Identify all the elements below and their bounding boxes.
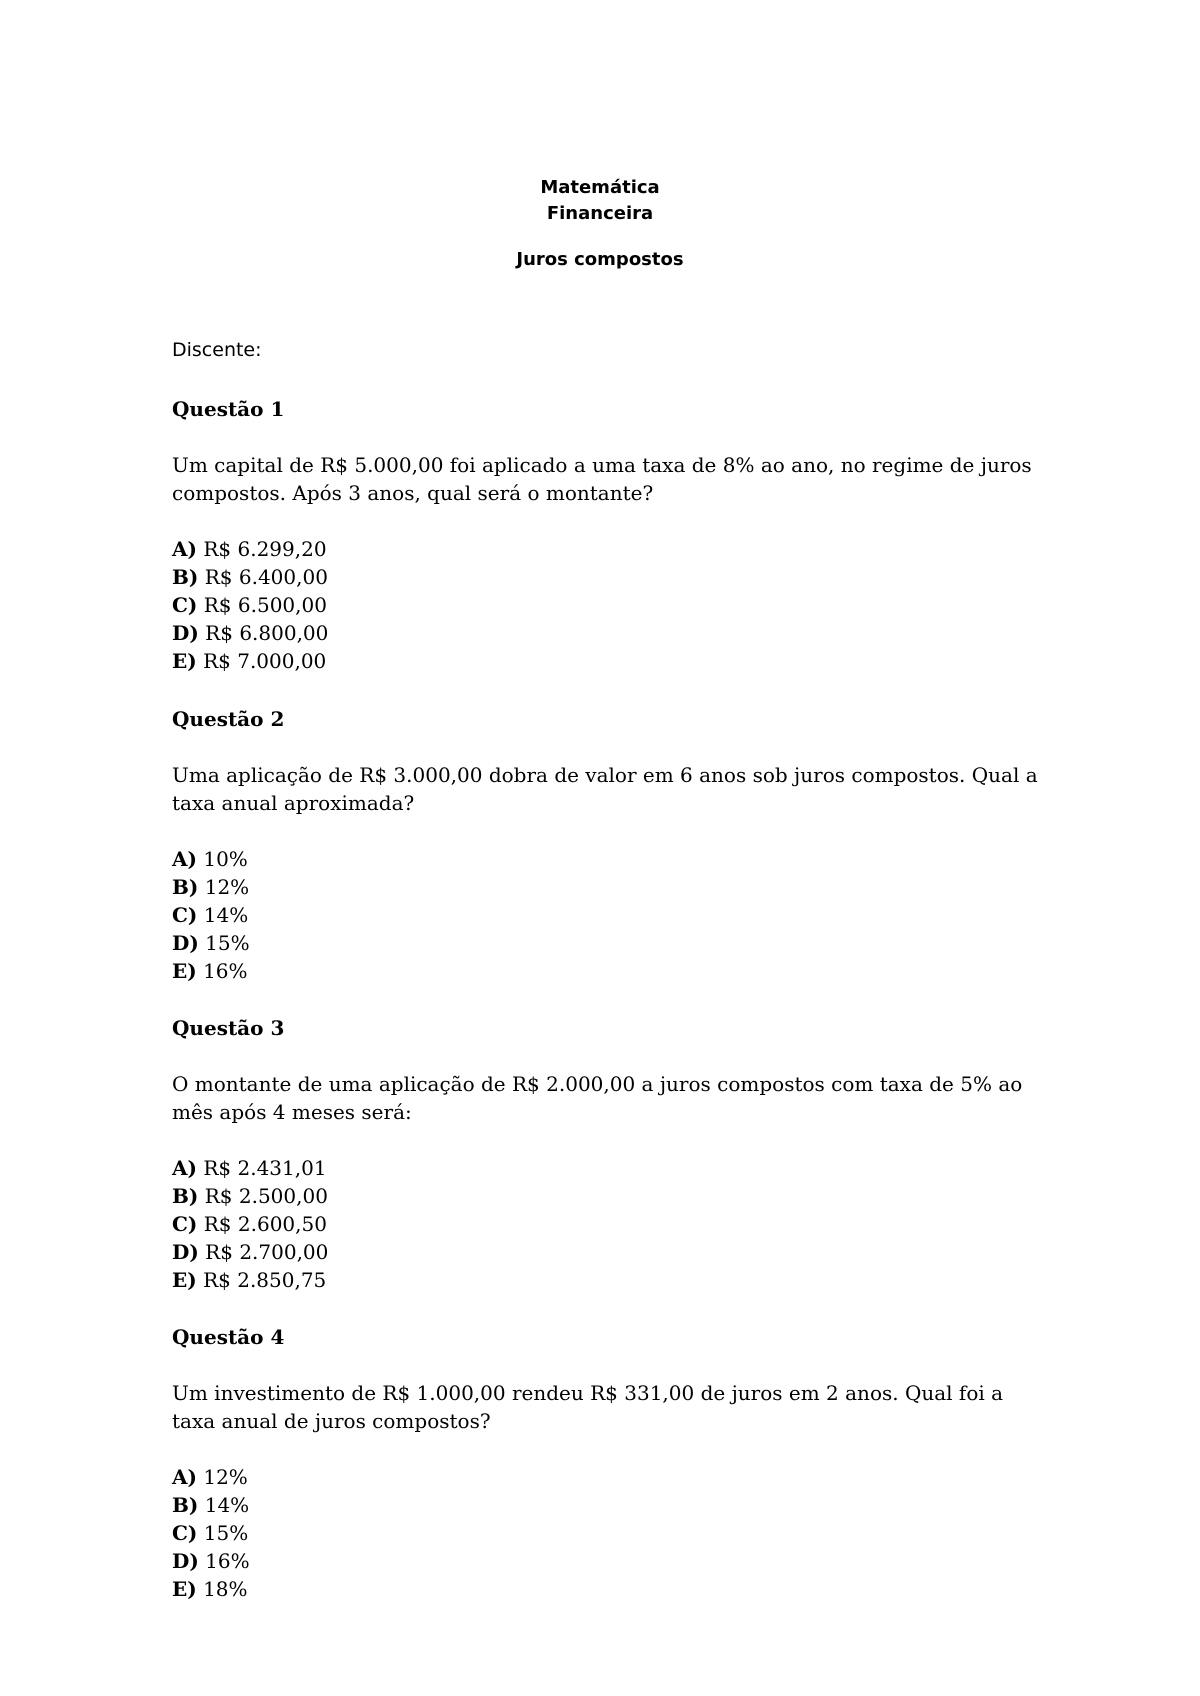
answer-option-a <box>172 535 1052 563</box>
question-3 <box>172 1014 1052 1294</box>
option-value: 14% <box>203 903 249 927</box>
option-letter: D) <box>172 931 199 955</box>
option-letter: A) <box>172 847 197 871</box>
answer-option-a <box>172 845 1052 873</box>
question-1 <box>172 395 1052 675</box>
option-letter: C) <box>172 593 198 617</box>
question-text: O montante de uma aplicação de R$ 2.000,00 a juros compostos com taxa de 5% ao mês após 4 meses será: <box>172 1072 1023 1124</box>
option-letter: C) <box>172 1212 198 1236</box>
question-title: Questão 1 <box>172 397 285 421</box>
answer-option-b <box>172 873 1052 901</box>
answer-options <box>172 535 1052 675</box>
answer-option-b <box>172 1491 1052 1519</box>
option-value: 16% <box>205 1549 250 1573</box>
option-letter: E) <box>172 649 197 673</box>
answer-options <box>172 1154 1052 1294</box>
answer-option-d <box>172 1238 1052 1266</box>
option-letter: C) <box>172 1521 198 1545</box>
option-letter: A) <box>172 537 197 561</box>
discente-label: Discente: <box>172 339 262 361</box>
question-text: Uma aplicação de R$ 3.000,00 dobra de valor em 6 anos sob juros compostos. Qual a taxa anual aproximada? <box>172 763 1038 815</box>
option-value: R$ 6.299,20 <box>203 537 327 561</box>
question-text: Um capital de R$ 5.000,00 foi aplicado a uma taxa de 8% ao ano, no regime de juros compostos. Após 3 anos, qual será o montante? <box>172 453 1032 505</box>
option-value: 14% <box>204 1493 250 1517</box>
option-letter: E) <box>172 1268 197 1292</box>
option-value: R$ 2.500,00 <box>204 1184 328 1208</box>
question-text: Um investimento de R$ 1.000,00 rendeu R$ 331,00 de juros em 2 anos. Qual foi a taxa anual de juros compostos? <box>172 1381 1004 1433</box>
answer-options <box>172 845 1052 985</box>
answer-option-c <box>172 591 1052 619</box>
option-letter: B) <box>172 1493 199 1517</box>
option-value: 15% <box>203 1521 249 1545</box>
question-title: Questão 3 <box>172 1016 285 1040</box>
document-subtitle: Juros compostos <box>516 249 684 270</box>
option-letter: E) <box>172 959 197 983</box>
answer-option-b <box>172 1182 1052 1210</box>
option-value: R$ 2.600,50 <box>203 1212 327 1236</box>
option-letter: D) <box>172 621 199 645</box>
option-value: 10% <box>203 847 248 871</box>
option-value: 12% <box>204 875 250 899</box>
option-letter: E) <box>172 1577 197 1601</box>
answer-options <box>172 1463 1052 1603</box>
answer-option-e <box>172 1266 1052 1294</box>
option-value: R$ 6.400,00 <box>204 565 328 589</box>
option-letter: A) <box>172 1465 197 1489</box>
option-value: 16% <box>203 959 248 983</box>
option-value: R$ 2.850,75 <box>203 1268 327 1292</box>
question-title: Questão 4 <box>172 1325 285 1349</box>
option-value: 18% <box>203 1577 248 1601</box>
option-value: 12% <box>203 1465 248 1489</box>
option-letter: D) <box>172 1240 199 1264</box>
answer-option-d <box>172 1547 1052 1575</box>
answer-option-d <box>172 619 1052 647</box>
question-title: Questão 2 <box>172 707 285 731</box>
option-letter: B) <box>172 875 199 899</box>
option-value: R$ 2.700,00 <box>205 1240 329 1264</box>
document-title-line1: Matemática <box>540 177 660 198</box>
option-letter: A) <box>172 1156 197 1180</box>
answer-option-b <box>172 563 1052 591</box>
answer-option-a <box>172 1463 1052 1491</box>
answer-option-d <box>172 929 1052 957</box>
answer-option-e <box>172 957 1052 985</box>
option-value: R$ 6.500,00 <box>203 593 327 617</box>
answer-option-e <box>172 1575 1052 1603</box>
option-letter: C) <box>172 903 198 927</box>
option-value: R$ 6.800,00 <box>205 621 329 645</box>
option-value: R$ 2.431,01 <box>203 1156 327 1180</box>
answer-option-c <box>172 901 1052 929</box>
document-title-line2: Financeira <box>546 203 654 224</box>
answer-option-e <box>172 647 1052 675</box>
option-letter: B) <box>172 565 199 589</box>
option-letter: D) <box>172 1549 199 1573</box>
question-2 <box>172 705 1052 985</box>
option-value: 15% <box>205 931 250 955</box>
answer-option-c <box>172 1519 1052 1547</box>
option-value: R$ 7.000,00 <box>203 649 327 673</box>
question-4 <box>172 1323 1052 1603</box>
answer-option-c <box>172 1210 1052 1238</box>
answer-option-a <box>172 1154 1052 1182</box>
option-letter: B) <box>172 1184 199 1208</box>
